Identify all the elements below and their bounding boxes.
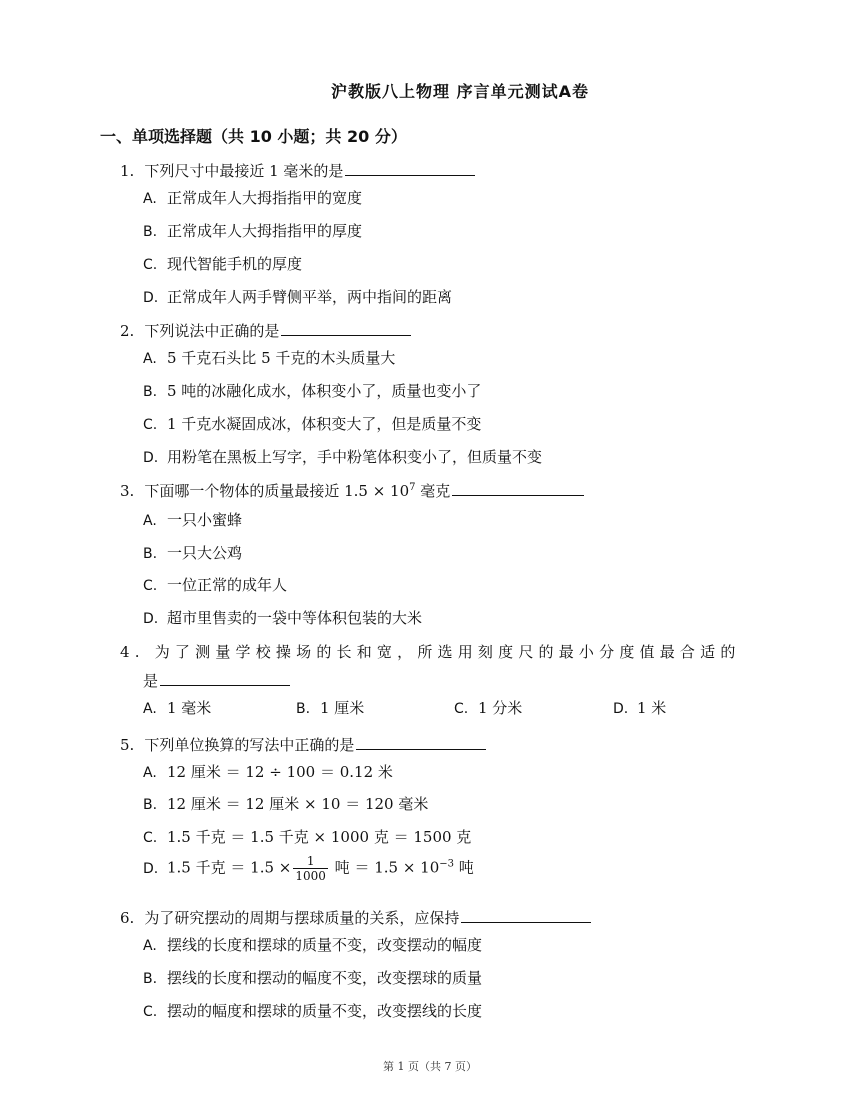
option-label: B. — [296, 701, 311, 717]
option-label: B. — [143, 971, 158, 987]
option-b — [143, 542, 242, 563]
section-heading: 一、单项选择题（共 10 小题；共 20 分） — [100, 127, 407, 146]
option-text: 摆线的长度和摆球的质量不变，改变摆动的幅度 — [167, 936, 483, 954]
question-number: 3. — [120, 482, 135, 500]
question-number: 6. — [120, 909, 135, 927]
option-text: 1 千克水凝固成冰，体积变大了，但是质量不变 — [167, 415, 482, 433]
option-a — [143, 509, 242, 530]
page-title: 沪教版八上物理 序言单元测试A卷 — [331, 82, 589, 101]
option-text: 正常成年人大拇指指甲的厚度 — [167, 222, 363, 240]
question-stem-unit: 毫克 — [415, 482, 451, 500]
answer-blank[interactable] — [452, 479, 584, 496]
option-a — [143, 761, 393, 782]
option-a — [143, 697, 211, 718]
question-4 — [120, 641, 741, 662]
answer-blank[interactable] — [461, 906, 591, 923]
option-d — [143, 446, 542, 467]
answer-blank[interactable] — [160, 669, 290, 686]
fraction-denominator: 1000 — [295, 869, 326, 883]
option-label: C. — [143, 417, 158, 433]
option-text: 1 分米 — [478, 699, 523, 717]
option-text: 一位正常的成年人 — [167, 576, 288, 594]
option-d — [143, 854, 474, 883]
fraction — [293, 854, 328, 883]
question-number: 5. — [120, 736, 135, 754]
option-text: 一只大公鸡 — [167, 544, 243, 562]
option-text: 1.5 千克 ＝ 1.5 × — [167, 858, 292, 877]
option-d — [613, 697, 666, 718]
option-label: B. — [143, 224, 158, 240]
option-label: A. — [143, 191, 157, 207]
option-label: C. — [143, 257, 158, 273]
option-b — [296, 697, 364, 718]
option-label: C. — [143, 1004, 158, 1020]
option-text-mid: 吨 ＝ 1.5 × 10 — [329, 858, 440, 877]
option-label: D. — [143, 611, 159, 627]
option-label: A. — [143, 938, 157, 954]
exponent: 7 — [409, 482, 416, 493]
option-text: 12 厘米 ＝ 12 厘米 × 10 ＝ 120 毫米 — [167, 795, 429, 813]
question-stem: 是 — [143, 672, 159, 690]
option-c — [143, 253, 302, 274]
option-b — [143, 967, 482, 988]
option-label: C. — [143, 578, 158, 594]
option-text-unit: 吨 — [454, 858, 474, 877]
option-text: 12 厘米 ＝ 12 ÷ 100 ＝ 0.12 米 — [167, 763, 393, 781]
option-text: 正常成年人两手臂侧平举，两中指间的距离 — [167, 288, 453, 306]
question-stem: 下列尺寸中最接近 1 毫米的是 — [144, 162, 344, 180]
fraction-numerator: 1 — [306, 854, 315, 868]
option-label: A. — [143, 701, 157, 717]
option-label: C. — [143, 830, 158, 846]
question-number: 1. — [120, 162, 135, 180]
question-stem: 为了测量学校操场的长和宽，所选用刻度尺的最小分度值最合适的 — [154, 643, 741, 661]
option-a — [143, 934, 482, 955]
question-5 — [120, 733, 486, 755]
page-footer: 第 1 页（共 7 页） — [383, 1060, 477, 1073]
option-label: B. — [143, 797, 158, 813]
question-1 — [120, 159, 475, 181]
option-text: 正常成年人大拇指指甲的宽度 — [167, 189, 363, 207]
option-a — [143, 347, 395, 368]
question-stem: 下列单位换算的写法中正确的是 — [144, 736, 355, 754]
option-b — [143, 793, 428, 814]
question-stem: 为了研究摆动的周期与摆球质量的关系，应保持 — [144, 909, 460, 927]
question-6 — [120, 906, 591, 928]
option-text: 现代智能手机的厚度 — [167, 255, 303, 273]
question-4-continued — [143, 669, 290, 691]
option-a — [143, 187, 362, 208]
option-c — [454, 697, 522, 718]
option-text: 超市里售卖的一袋中等体积包装的大米 — [167, 609, 423, 627]
option-text: 1 厘米 — [320, 699, 365, 717]
answer-blank[interactable] — [345, 159, 475, 176]
answer-blank[interactable] — [281, 319, 411, 336]
option-label: D. — [143, 450, 159, 466]
option-label: B. — [143, 546, 158, 562]
option-text: 1 米 — [637, 699, 667, 717]
option-c — [143, 1000, 482, 1021]
question-stem: 下面哪一个物体的质量最接近 1.5 × 10 — [144, 482, 410, 500]
option-label: A. — [143, 765, 157, 781]
option-text: 一只小蜜蜂 — [167, 511, 243, 529]
option-text: 1 毫米 — [167, 699, 212, 717]
option-d — [143, 607, 422, 628]
option-text: 5 千克石头比 5 千克的木头质量大 — [167, 349, 396, 367]
option-text: 用粉笔在黑板上写字，手中粉笔体积变小了，但质量不变 — [167, 448, 543, 466]
question-number: 4. — [120, 643, 145, 661]
question-3 — [120, 479, 584, 501]
answer-blank[interactable] — [356, 733, 486, 750]
option-text: 摆线的长度和摆动的幅度不变，改变摆球的质量 — [167, 969, 483, 987]
question-number: 2. — [120, 322, 135, 340]
option-text: 5 吨的冰融化成水，体积变小了，质量也变小了 — [167, 382, 482, 400]
option-text: 摆动的幅度和摆球的质量不变，改变摆线的长度 — [167, 1002, 483, 1020]
option-c — [143, 826, 471, 847]
option-d — [143, 286, 452, 307]
option-text: 1.5 千克 ＝ 1.5 千克 × 1000 克 ＝ 1500 克 — [167, 828, 472, 846]
option-b — [143, 220, 362, 241]
option-label: A. — [143, 513, 157, 529]
question-stem: 下列说法中正确的是 — [144, 322, 280, 340]
exponent: −3 — [439, 858, 455, 870]
option-label: D. — [143, 290, 159, 306]
option-label: A. — [143, 351, 157, 367]
option-b — [143, 380, 481, 401]
question-2 — [120, 319, 411, 341]
option-c — [143, 574, 287, 595]
option-label: C. — [454, 701, 469, 717]
option-label: D. — [143, 860, 159, 877]
option-label: B. — [143, 384, 158, 400]
option-label: D. — [613, 701, 629, 717]
option-c — [143, 413, 481, 434]
